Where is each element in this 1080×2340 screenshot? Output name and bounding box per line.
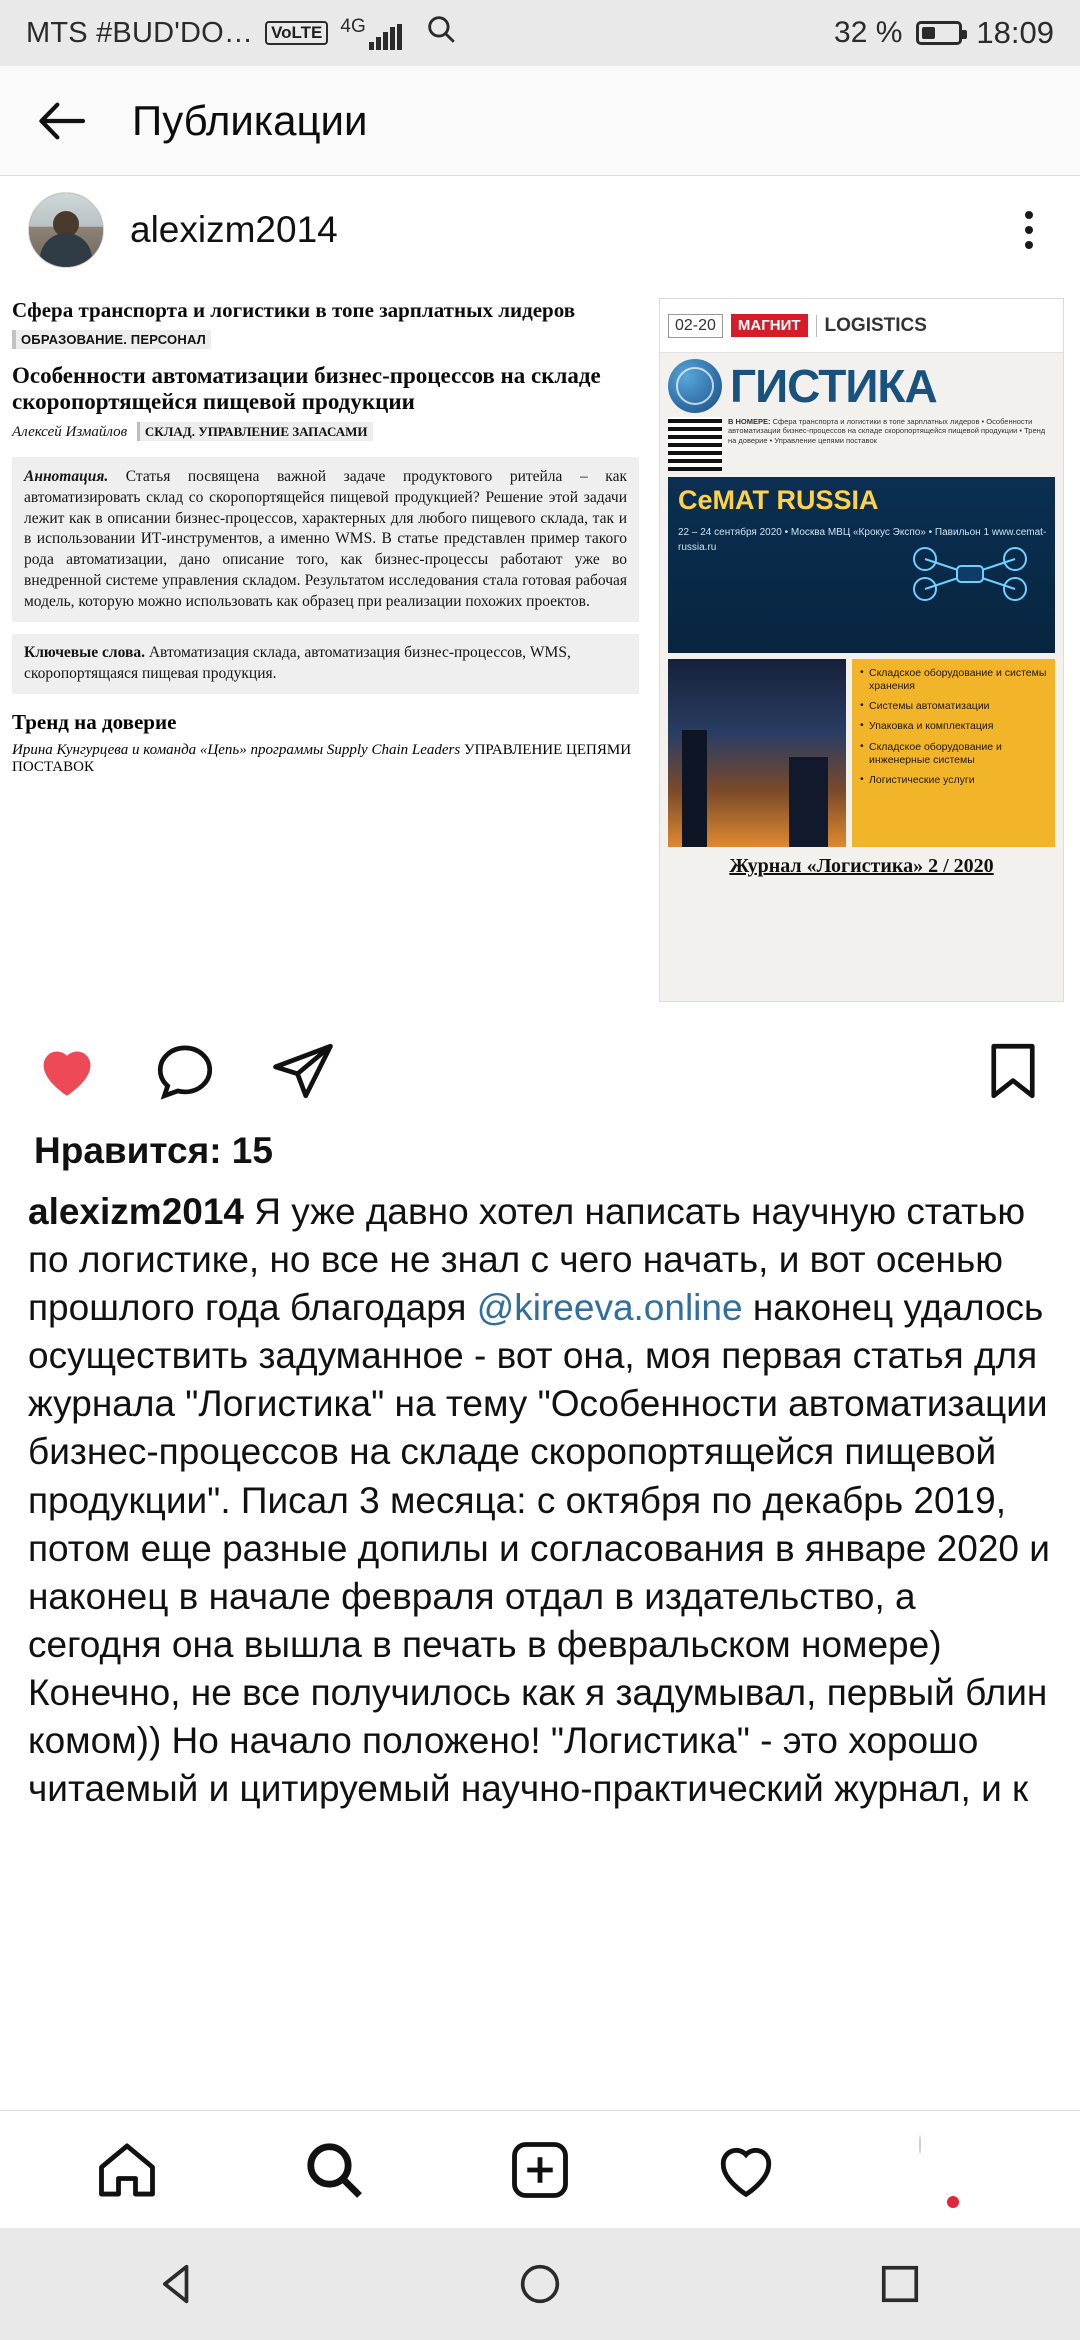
cover-section-label: LOGISTICS xyxy=(816,315,927,337)
article-1-rubric: ОБРАЗОВАНИЕ. ПЕРСОНАЛ xyxy=(12,330,211,349)
post-header xyxy=(0,176,1080,284)
system-recents-square-icon[interactable] xyxy=(874,2258,926,2310)
cover-contents-strip xyxy=(668,417,1055,471)
cover-photo xyxy=(668,659,846,847)
volte-badge: VoLTE xyxy=(265,21,328,45)
list-item: • Системы автоматизации xyxy=(860,700,1047,713)
cover-contents-label: В НОМЕРЕ: xyxy=(728,417,771,426)
share-icon[interactable] xyxy=(270,1038,336,1104)
comment-icon[interactable] xyxy=(152,1038,218,1104)
post-image[interactable] xyxy=(0,284,1080,1012)
list-item: • Складское оборудование и системы хранения xyxy=(860,667,1047,693)
signal-bars-icon xyxy=(369,24,402,50)
cover-brand-word: ГИСТИКА xyxy=(730,360,937,412)
qr-code-icon xyxy=(668,417,722,471)
list-item: • Упаковка и комплектация xyxy=(860,720,1047,733)
more-options-icon[interactable] xyxy=(1006,211,1052,249)
article-1-title: Сфера транспорта и логистики в топе зарплатных лидеров xyxy=(12,298,576,322)
caption-text-2: наконец удалось осуществить задуманное - вот она, моя первая статья для журнала "Логистика" на тему "Особенности автоматизации бизнес-процессов на складе скоропортящейся пищевой продукции". Писал 3 месяца: с октября по декабрь 2019, потом еще разные допилы и согласования в январе 2020 и наконец в начале февраля отдал в издательство, а сегодня она вышла в печать в февральском номере) Конечно, не все получилось как я задумывал, первый блин комом)) Но начало положено! "Логистика" - это хорошо читаемый и цитируемый научно-практический журнал, и к xyxy=(28,1287,1050,1810)
signal-indicator xyxy=(340,17,401,50)
list-item: • Логистические услуги xyxy=(860,774,1047,787)
cover-event-title xyxy=(678,485,879,516)
clock-label: 18:09 xyxy=(976,15,1054,50)
status-bar-right xyxy=(834,15,1054,51)
likes-count: Нравится: 15 xyxy=(34,1130,273,1171)
search-icon[interactable] xyxy=(424,12,458,54)
abstract-label: Аннотация. xyxy=(24,468,109,486)
article-2-abstract xyxy=(12,457,639,622)
article-3-author: Ирина Кунгурцева и команда «Цепь» программы Supply Chain Leaders xyxy=(12,742,461,758)
list-item: • Складское оборудование и инженерные системы xyxy=(860,741,1047,767)
avatar[interactable] xyxy=(28,192,104,268)
system-back-triangle-icon[interactable] xyxy=(154,2258,206,2310)
magazine-text-column xyxy=(0,284,655,1012)
caption-text-1: Я уже давно хотел написать научную статью по логистике, но все не знал с чего начать, и вот осенью прошлого года благодаря xyxy=(28,1191,1026,1329)
status-bar-left xyxy=(26,12,458,54)
carrier-label: MTS #BUD'DO… xyxy=(26,16,254,49)
battery-percent-label: 32 % xyxy=(834,16,903,49)
article-3-title: Тренд на доверие xyxy=(12,710,177,734)
post-action-bar xyxy=(0,1012,1080,1130)
article-2-rubric: СКЛАД. УПРАВЛЕНИЕ ЗАПАСАМИ xyxy=(137,422,373,441)
status-bar xyxy=(0,0,1080,66)
post-caption xyxy=(0,1172,1080,1813)
cover-topics-block xyxy=(852,659,1055,847)
plus-square-icon[interactable] xyxy=(506,2136,574,2204)
cover-caption: Журнал «Логистика» 2 / 2020 xyxy=(729,855,994,877)
article-3-rubric: УПРАВЛЕНИЕ ЦЕПЯМИ ПОСТАВОК xyxy=(12,742,632,775)
search-icon[interactable] xyxy=(300,2136,368,2204)
cover-contents-body: Сфера транспорта и логистики в топе зарплатных лидеров • Особенности автоматизации бизнес-процессов на складе скоропортящейся пищевой продукции • Тренд на доверие • Управление цепями поставок xyxy=(728,417,1046,445)
magazine-cover-column xyxy=(655,284,1080,1012)
keywords-text: Автоматизация склада, автоматизация бизнес-процессов, WMS, скоропортящаяся пищевая продукция. xyxy=(24,644,571,683)
page-title: Публикации xyxy=(132,96,368,144)
cover-brand xyxy=(660,353,1063,413)
bookmark-icon[interactable] xyxy=(980,1038,1046,1104)
globe-icon xyxy=(668,359,722,413)
article-2-byline xyxy=(12,424,639,441)
cover-event-title-2: RUSSIA xyxy=(769,485,879,515)
article-2-title: Особенности автоматизации бизнес-процессов на складе скоропортящейся пищевой продукции xyxy=(12,362,601,415)
cover-partner-logo: МАГНИТ xyxy=(731,314,808,337)
home-icon[interactable] xyxy=(93,2136,161,2204)
system-home-circle-icon[interactable] xyxy=(514,2258,566,2310)
article-3-byline xyxy=(12,742,639,776)
article-2-author: Алексей Измайлов xyxy=(12,424,128,441)
cover-topics-list xyxy=(860,667,1047,787)
drone-illustration-icon xyxy=(895,531,1045,617)
profile-avatar-icon[interactable] xyxy=(919,2136,987,2204)
cover-lower-blocks xyxy=(668,659,1055,847)
cover-event-title-1: CeMAT xyxy=(678,485,769,515)
network-type-label: 4G xyxy=(340,15,366,37)
cover-contents-text xyxy=(728,417,1055,471)
heart-outline-icon[interactable] xyxy=(712,2136,780,2204)
magazine-cover xyxy=(659,298,1064,1002)
app-header xyxy=(0,66,1080,176)
back-arrow-icon[interactable] xyxy=(34,93,90,149)
cover-event-meta: 22 – 24 сентября 2020 • Москва МВЦ «Крокус Экспо» • Павильон 1 www.cemat-russia.ru xyxy=(678,527,1047,553)
caption-author[interactable]: alexizm2014 xyxy=(28,1191,245,1232)
cover-top-bar xyxy=(660,299,1063,353)
article-2-keywords xyxy=(12,634,639,694)
bottom-navigation-bar xyxy=(0,2110,1080,2228)
caption-mention-link[interactable]: @kireeva.online xyxy=(476,1287,743,1329)
cover-issue-number: 02-20 xyxy=(668,314,723,338)
cover-event-block xyxy=(668,477,1055,653)
system-navigation-bar xyxy=(0,2228,1080,2340)
battery-icon xyxy=(916,21,962,45)
heart-filled-icon[interactable] xyxy=(34,1038,100,1104)
post-username[interactable]: alexizm2014 xyxy=(130,209,338,250)
keywords-label: Ключевые слова. xyxy=(24,644,145,662)
abstract-text: Статья посвящена важной задаче продуктового ритейла – как автоматизировать склад со скоропортящейся пищевой продукцией? Решение этой задачи лежит как в описании бизнес-процессов, характерных для любого пищевого склада, так и в использовании ИТ-инструментов, а именно WMS. В статье представлен пример такого рода автоматизации, дано описание того, как бизнес-процессы работают уже во внедренной системе управления складом. Результатом исследования стала готовая рабочая модель, которую можно использовать как образец при реализации похожих проектов. xyxy=(24,468,627,610)
